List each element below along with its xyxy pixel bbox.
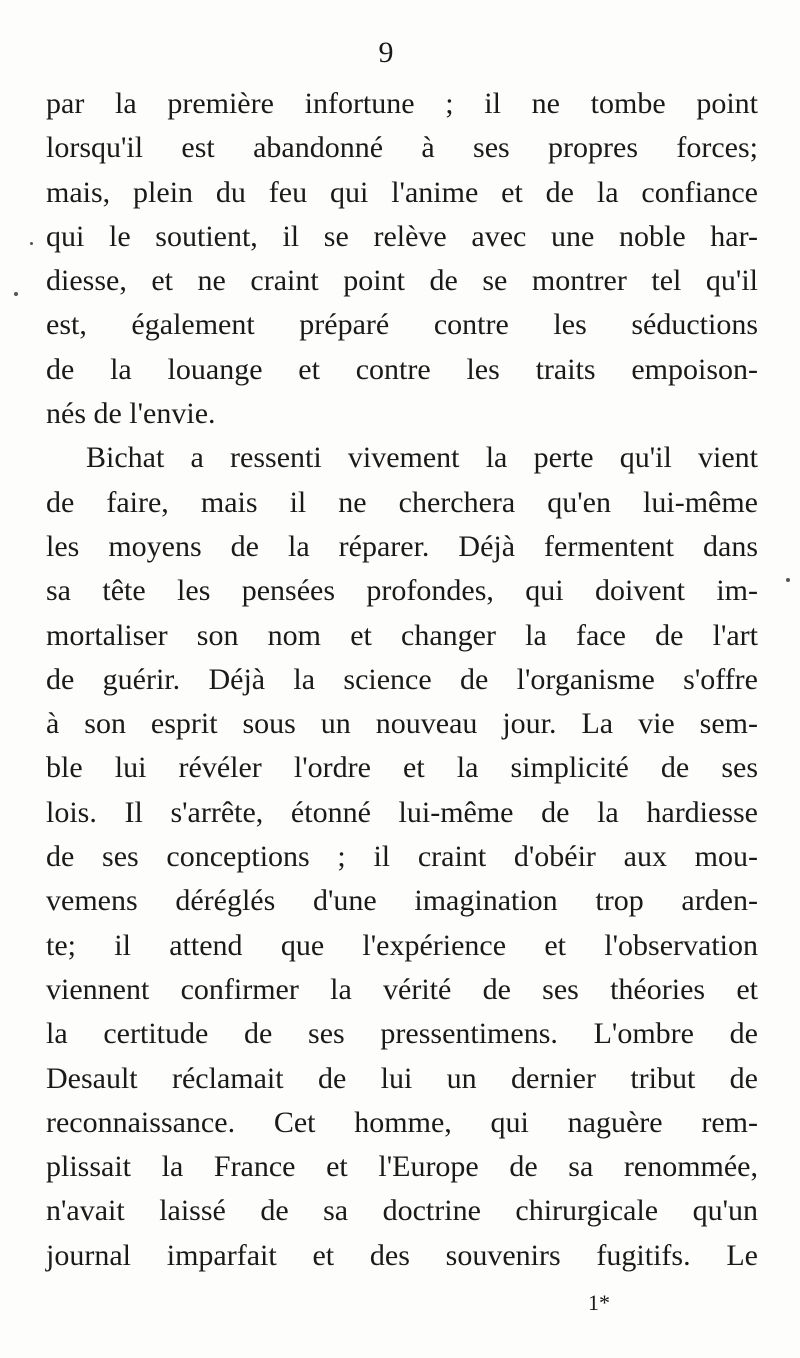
- ink-speck: [786, 578, 790, 582]
- ink-speck: [14, 292, 18, 296]
- ink-speck: [30, 242, 33, 245]
- text-line: de guérir. Déjà la science de l'organisme s'offre: [46, 662, 758, 696]
- text-line: nés de l'envie.: [46, 397, 216, 431]
- text-line: reconnaissance. Cet homme, qui naguère rem-: [46, 1105, 758, 1139]
- signature-mark: 1*: [588, 1290, 610, 1315]
- text-line: qui le soutient, il se relève avec une noble har-: [46, 219, 758, 253]
- text-line: mortaliser son nom et changer la face de l'art: [46, 618, 758, 652]
- text-line: de ses conceptions ; il craint d'obéir aux mou-: [46, 840, 758, 874]
- text-line: de la louange et contre les traits empoison-: [46, 352, 758, 386]
- text-line: les moyens de la réparer. Déjà fermentent dans: [46, 529, 758, 563]
- paragraph-start-line: Bichat a ressenti vivement la perte qu'il vient: [86, 441, 758, 475]
- text-line: de faire, mais il ne cherchera qu'en lui-même: [46, 485, 758, 519]
- text-line: sa tête les pensées profondes, qui doivent im-: [46, 574, 758, 608]
- text-line: mais, plein du feu qui l'anime et de la confiance: [46, 175, 758, 209]
- text-line: Desault réclamait de lui un dernier tribut de: [46, 1061, 758, 1095]
- text-line: te; il attend que l'expérience et l'observation: [46, 928, 758, 962]
- text-line: n'avait laissé de sa doctrine chirurgicale qu'un: [46, 1194, 758, 1228]
- text-line: lorsqu'il est abandonné à ses propres forces;: [46, 131, 758, 165]
- body-text: [46, 82, 758, 1278]
- text-line: ble lui révéler l'ordre et la simplicité de ses: [46, 751, 758, 785]
- text-line: à son esprit sous un nouveau jour. La vie sem-: [46, 707, 758, 741]
- page-number: 9: [378, 36, 394, 69]
- text-line: viennent confirmer la vérité de ses théories et: [46, 972, 758, 1006]
- text-line: plissait la France et l'Europe de sa renommée,: [46, 1150, 758, 1184]
- text-line: diesse, et ne craint point de se montrer tel qu'il: [46, 264, 758, 298]
- text-line: journal imparfait et des souvenirs fugitifs. Le: [46, 1238, 758, 1272]
- text-line: la certitude de ses pressentimens. L'ombre de: [46, 1017, 758, 1051]
- text-line: par la première infortune ; il ne tombe point: [46, 87, 758, 120]
- text-line: est, également préparé contre les séductions: [46, 308, 758, 342]
- text-line: vemens déréglés d'une imagination trop arden-: [46, 884, 758, 918]
- text-line: lois. Il s'arrête, étonné lui-même de la hardiesse: [46, 795, 758, 829]
